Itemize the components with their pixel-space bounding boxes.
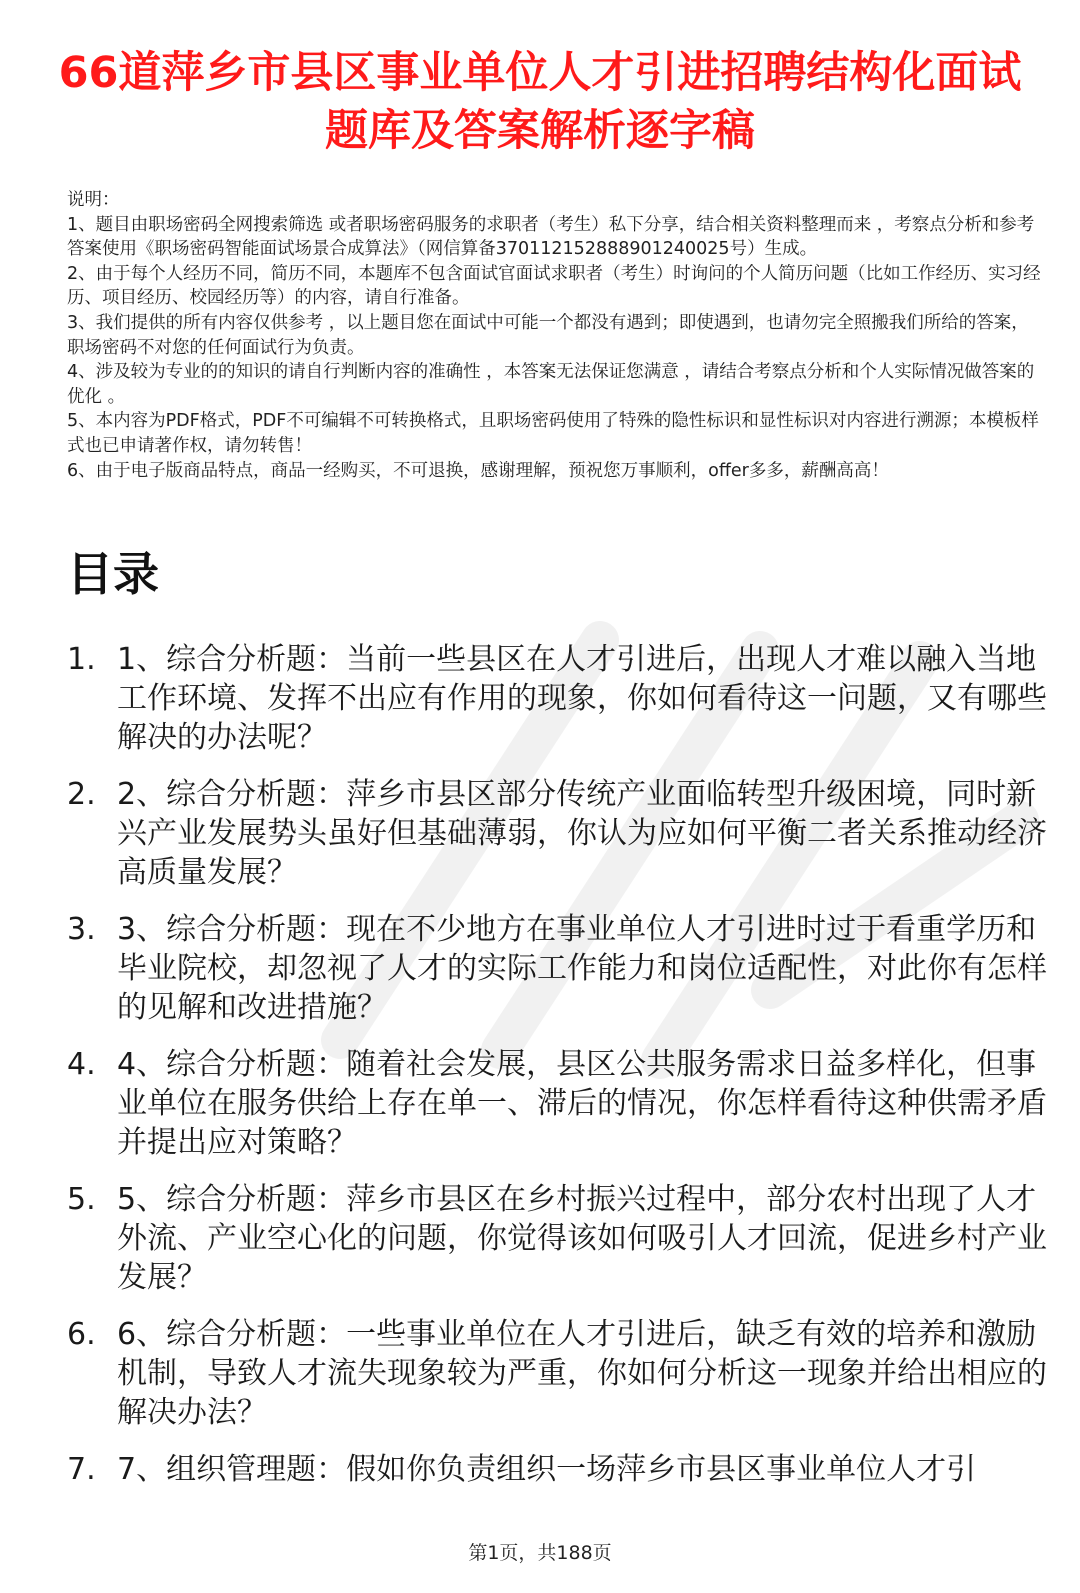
toc-item-number: 6. <box>67 1317 96 1352</box>
toc-item-number: 7. <box>67 1452 96 1487</box>
toc-item-number: 5. <box>67 1182 96 1217</box>
toc-item[interactable] <box>67 775 1047 892</box>
note-item: 5、本内容为PDF格式，PDF不可编辑不可转换格式，且职场密码使用了特殊的隐性标识和显性标识对内容进行溯源；本模板样式也已申请著作权，请勿转售！ <box>67 411 1039 456</box>
toc-heading: 目录 <box>67 547 159 601</box>
document-title: 66道萍乡市县区事业单位人才引进招聘结构化面试题库及答案解析逐字稿 <box>58 48 1022 156</box>
notes-section <box>67 188 1045 483</box>
note-item: 4、涉及较为专业的的知识的请自行判断内容的准确性 ，本答案无法保证您满意 ，请结合考察点分析和个人实际情况做答案的优化 。 <box>67 362 1035 407</box>
toc-item-text: 7、组织管理题：假如你负责组织一场萍乡市县区事业单位人才引 <box>117 1452 977 1487</box>
note-item: 3、我们提供的所有内容仅供参考 ，以上题目您在面试中可能一个都没有遇到；即使遇到，也请勿完全照搬我们所给的答案，职场密码不对您的任何面试行为负责。 <box>67 312 1029 358</box>
toc-item[interactable] <box>67 640 1047 757</box>
toc-item[interactable] <box>67 1315 1047 1432</box>
toc-item-number: 3. <box>67 912 96 947</box>
toc-item-text: 5、综合分析题：萍乡市县区在乡村振兴过程中，部分农村出现了人才外流、产业空心化的问题，你觉得该如何吸引人才回流，促进乡村产业发展？ <box>117 1182 1047 1295</box>
toc-item-number: 2. <box>67 777 96 812</box>
table-of-contents <box>67 640 1047 1507</box>
toc-item-text: 1、综合分析题：当前一些县区在人才引进后，出现人才难以融入当地工作环境、发挥不出应有作用的现象，你如何看待这一问题，又有哪些解决的办法呢？ <box>117 642 1047 755</box>
toc-item-text: 2、综合分析题：萍乡市县区部分传统产业面临转型升级困境，同时新兴产业发展势头虽好但基础薄弱，你认为应如何平衡二者关系推动经济高质量发展？ <box>117 777 1047 890</box>
toc-item[interactable] <box>67 1450 1047 1489</box>
toc-item[interactable] <box>67 1045 1047 1162</box>
toc-item[interactable] <box>67 1180 1047 1297</box>
page-number: 第1页，共188页 <box>468 1542 612 1564</box>
toc-item-number: 4. <box>67 1047 96 1082</box>
note-item: 2、由于每个人经历不同，简历不同，本题库不包含面试官面试求职者（考生）时询问的个人简历问题（比如工作经历、实习经历、项目经历、校园经历等）的内容，请自行准备。 <box>67 263 1041 309</box>
toc-item-text: 6、综合分析题：一些事业单位在人才引进后，缺乏有效的培养和激励机制，导致人才流失现象较为严重，你如何分析这一现象并给出相应的解决办法？ <box>117 1317 1047 1430</box>
toc-item-text: 3、综合分析题：现在不少地方在事业单位人才引进时过于看重学历和毕业院校，却忽视了人才的实际工作能力和岗位适配性，对此你有怎样的见解和改进措施？ <box>117 912 1047 1025</box>
note-item: 6、由于电子版商品特点，商品一经购买，不可退换，感谢理解，预祝您万事顺利，offer多多，薪酬高高！ <box>67 460 889 481</box>
toc-item[interactable] <box>67 910 1047 1027</box>
notes-heading: 说明： <box>67 190 120 210</box>
note-item: 1、题目由职场密码全网搜索筛选 或者职场密码服务的求职者（考生）私下分享，结合相关资料整理而来 ，考察点分析和参考答案使用《职场密码智能面试场景合成算法》（网信算备370112152888901240025号）生成。 <box>67 214 1035 260</box>
toc-item-text: 4、综合分析题：随着社会发展，县区公共服务需求日益多样化，但事业单位在服务供给上存在单一、滞后的情况，你怎样看待这种供需矛盾并提出应对策略？ <box>117 1047 1047 1160</box>
toc-item-number: 1. <box>67 642 96 677</box>
